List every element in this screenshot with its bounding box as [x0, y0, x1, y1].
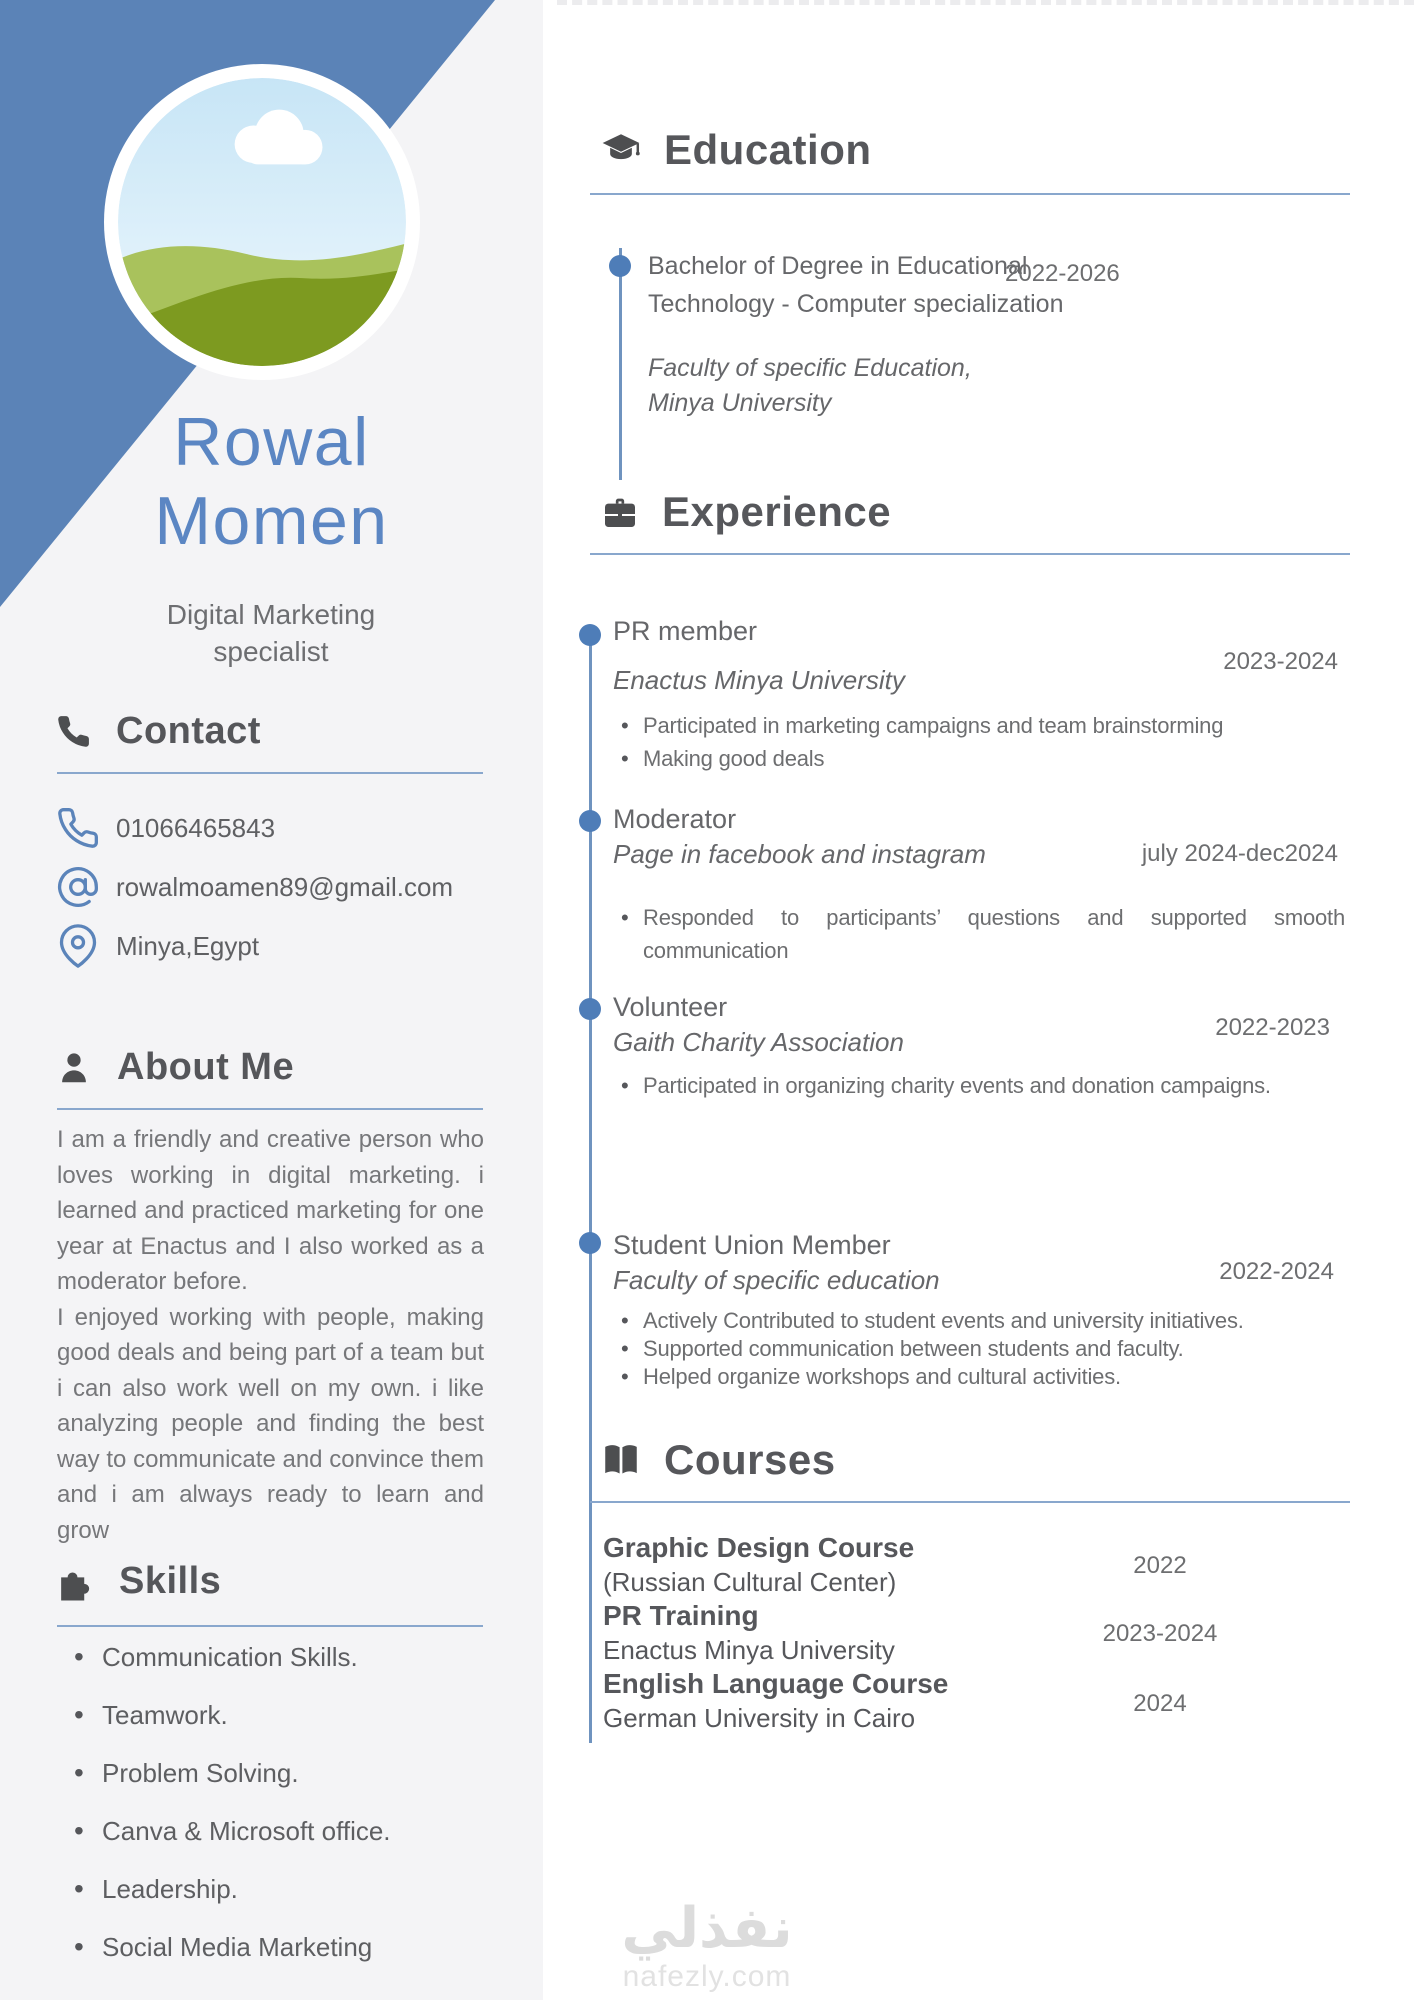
courses-section-heading	[600, 1436, 836, 1484]
experience-date: july 2024-dec2024	[1141, 840, 1338, 867]
contact-heading-label: Contact	[116, 710, 261, 752]
course-institution: (Russian Cultural Center)	[603, 1567, 897, 1597]
skill-item: • Leadership.	[74, 1876, 391, 1903]
role-organization: Page in facebook and instagram	[613, 839, 986, 869]
experience-entry-pr-member	[613, 612, 1345, 775]
skill-item: • Social Media Marketing	[74, 1934, 391, 1961]
education-section-heading	[600, 126, 872, 174]
institution-line: Minya University	[648, 389, 832, 417]
skills-divider	[57, 1625, 483, 1627]
bullet-item: • Participated in organizing charity events and donation campaigns.	[613, 1069, 1345, 1102]
about-paragraph-1: I am a friendly and creative person who loves working in digital marketing. i learned and practiced marketing for one year at Enactus and I also worked as a moderator before.	[57, 1126, 484, 1295]
role-organization: Faculty of specific education	[613, 1265, 940, 1295]
experience-timeline-dot	[579, 810, 601, 832]
role-title: Moderator	[613, 804, 737, 834]
experience-entry-moderator	[613, 800, 1345, 967]
about-heading-label: About Me	[117, 1046, 295, 1088]
last-name: Momen	[154, 483, 389, 559]
course-date: 2024	[1133, 1690, 1187, 1717]
course-title: Graphic Design Course	[603, 1532, 915, 1563]
role-bullets	[613, 1307, 1345, 1391]
experience-timeline-line	[589, 633, 592, 1743]
education-heading-label: Education	[664, 126, 872, 173]
phone-number: 01066465843	[116, 812, 276, 843]
person-name	[0, 403, 543, 561]
skills-heading-label: Skills	[119, 1560, 222, 1602]
experience-date: 2022-2024	[1219, 1258, 1334, 1285]
experience-section-heading	[600, 488, 891, 536]
puzzle-piece-icon	[55, 1562, 95, 1602]
role-bullets	[613, 709, 1345, 775]
experience-heading-label: Experience	[662, 488, 892, 535]
course-institution: German University in Cairo	[603, 1703, 916, 1733]
experience-timeline-dot	[579, 1232, 601, 1254]
contact-phone-row	[56, 806, 453, 850]
role-bullets	[613, 901, 1345, 967]
sidebar	[0, 0, 543, 2000]
open-book-icon	[600, 1439, 642, 1481]
skill-item: • Teamwork.	[74, 1702, 391, 1729]
about-section-heading	[55, 1046, 294, 1089]
role-organization: Gaith Charity Association	[613, 1027, 904, 1057]
email-address: rowalmoamen89@gmail.com	[116, 871, 454, 902]
experience-entry-volunteer	[613, 988, 1345, 1102]
briefcase-icon	[600, 492, 640, 532]
course-institution: Enactus Minya University	[603, 1635, 895, 1665]
phone-outline-icon	[56, 806, 100, 850]
experience-entry-student-union	[613, 1226, 1345, 1391]
bullet-item: • Participated in marketing campaigns and team brainstorming	[613, 709, 1345, 742]
bullet-item: • Making good deals	[613, 742, 1345, 775]
course-date: 2023-2024	[1102, 1620, 1218, 1647]
skills-list	[74, 1644, 391, 1992]
first-name: Rowal	[173, 404, 370, 480]
role-title: Volunteer	[613, 992, 728, 1022]
experience-date: 2023-2024	[1223, 648, 1338, 675]
contact-divider	[57, 772, 483, 774]
contact-location-row	[56, 924, 453, 968]
degree-institution	[648, 351, 1093, 421]
contact-email-row	[56, 865, 453, 909]
courses-heading-label: Courses	[664, 1436, 836, 1483]
education-timeline-dot	[609, 255, 631, 277]
contact-list	[56, 806, 453, 983]
person-icon	[55, 1049, 93, 1087]
skills-section-heading	[55, 1560, 221, 1603]
education-timeline-line	[619, 248, 622, 480]
bullet-item: • Helped organize workshops and cultural activities.	[613, 1363, 1345, 1391]
watermark-arabic-logo: نفذلي	[621, 1896, 793, 1961]
experience-date: 2022-2023	[1215, 1014, 1330, 1041]
role-organization: Enactus Minya University	[613, 665, 905, 695]
landscape-placeholder-image	[118, 78, 406, 366]
bullet-item: • Actively Contributed to student events and university initiatives.	[613, 1307, 1345, 1335]
course-title: PR Training	[603, 1600, 759, 1631]
main-content	[543, 0, 1414, 2000]
courses-list	[603, 1530, 1348, 1734]
role-title: Student Union Member	[613, 1230, 891, 1260]
skill-item: • Communication Skills.	[74, 1644, 391, 1671]
course-title: English Language Course	[603, 1668, 949, 1699]
education-date: 2022-2026	[1005, 260, 1120, 287]
education-divider	[590, 193, 1350, 195]
bullet-item: • Responded to participants’ questions and supported smooth communication	[613, 901, 1345, 967]
course-date: 2022	[1133, 1552, 1187, 1579]
role-bullets	[613, 1069, 1345, 1102]
location-text: Minya,Egypt	[116, 930, 260, 961]
skill-item: • Canva & Microsoft office.	[74, 1818, 391, 1845]
about-paragraph-2: I enjoyed working with people, making good deals and being part of a team but i can also work well on my own. i like analyzing people and finding the best way to communicate and convince them and i am always ready to learn and grow	[57, 1303, 484, 1544]
contact-section-heading	[55, 710, 261, 753]
graduation-cap-icon	[600, 129, 642, 171]
experience-timeline-dot	[579, 624, 601, 646]
top-dashed-edge-decoration	[557, 0, 1414, 5]
role-title: PR member	[613, 616, 758, 646]
bullet-item: • Supported communication between students and faculty.	[613, 1335, 1345, 1363]
institution-line: Faculty of specific Education,	[648, 354, 972, 382]
phone-icon	[55, 713, 92, 750]
experience-timeline-dot	[579, 998, 601, 1020]
watermark-site-url: nafezly.com	[622, 1960, 792, 1993]
location-pin-icon	[56, 924, 100, 968]
avatar	[104, 64, 420, 380]
experience-divider	[590, 553, 1350, 555]
skill-item: • Problem Solving.	[74, 1760, 391, 1787]
about-paragraphs	[57, 1122, 484, 1548]
about-divider	[57, 1108, 483, 1110]
at-sign-icon	[56, 865, 100, 909]
courses-divider	[590, 1501, 1350, 1503]
degree-title: Bachelor of Degree in Educational Technology - Computer specialization	[648, 252, 1064, 318]
job-title: Digital Marketing specialist	[166, 599, 376, 667]
